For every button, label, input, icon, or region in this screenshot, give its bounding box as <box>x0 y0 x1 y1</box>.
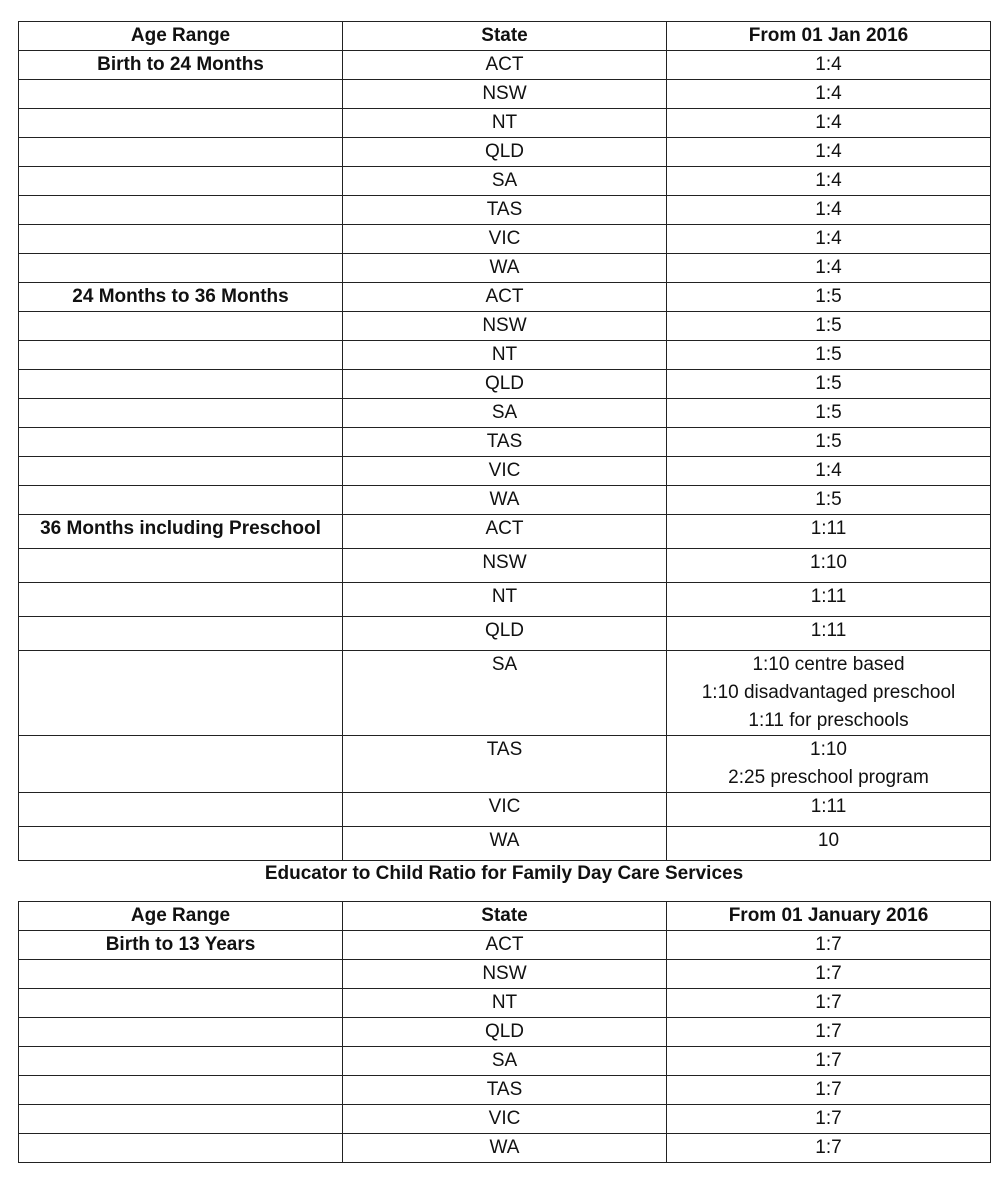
column-header-state: State <box>343 902 667 931</box>
age-range-cell: 36 Months including Preschool <box>19 515 343 549</box>
column-header-date: From 01 Jan 2016 <box>667 22 991 51</box>
ratio-cell <box>667 51 991 80</box>
ratio-cell <box>667 989 991 1018</box>
state-cell: QLD <box>343 1018 667 1047</box>
column-header-date: From 01 January 2016 <box>667 902 991 931</box>
ratio-line: 2:25 preschool program <box>728 767 929 788</box>
ratio-cell <box>667 1105 991 1134</box>
ratio-line: 1:4 <box>815 257 842 278</box>
table-row <box>19 515 991 549</box>
ratio-cell <box>667 736 991 793</box>
ratio-cell <box>667 1018 991 1047</box>
state-cell: SA <box>343 167 667 196</box>
ratio-cell <box>667 960 991 989</box>
ratio-cell <box>667 283 991 312</box>
table-row <box>19 428 991 457</box>
table-row <box>19 549 991 583</box>
age-range-cell <box>19 1105 343 1134</box>
ratio-cell <box>667 1047 991 1076</box>
table-row <box>19 283 991 312</box>
table-row <box>19 312 991 341</box>
ratio-line: 1:5 <box>815 373 842 394</box>
table-body <box>19 51 991 861</box>
ratio-line: 1:4 <box>815 199 842 220</box>
age-range-cell <box>19 341 343 370</box>
table-row <box>19 486 991 515</box>
table-row <box>19 1018 991 1047</box>
age-range-cell <box>19 549 343 583</box>
ratio-cell <box>667 515 991 549</box>
table-body <box>19 931 991 1163</box>
table-row <box>19 931 991 960</box>
ratio-cell <box>667 225 991 254</box>
ratio-line: 10 <box>817 830 840 851</box>
ratio-line: 1:10 <box>810 552 847 573</box>
ratio-line: 1:5 <box>815 286 842 307</box>
state-cell: NT <box>343 583 667 617</box>
ratio-line: 1:7 <box>815 1108 842 1129</box>
ratio-cell <box>667 617 991 651</box>
age-range-cell <box>19 428 343 457</box>
state-cell: SA <box>343 1047 667 1076</box>
ratio-line: 1:7 <box>815 992 842 1013</box>
table-row <box>19 80 991 109</box>
age-range-cell <box>19 736 343 793</box>
section-heading: Educator to Child Ratio for Family Day Care Services <box>264 863 744 884</box>
state-cell: TAS <box>343 196 667 225</box>
ratio-line: 1:4 <box>815 54 842 75</box>
table-row <box>19 254 991 283</box>
state-cell: SA <box>343 651 667 736</box>
age-range-cell <box>19 486 343 515</box>
age-range-cell <box>19 167 343 196</box>
ratio-cell <box>667 254 991 283</box>
table-row <box>19 1047 991 1076</box>
state-cell: ACT <box>343 51 667 80</box>
column-header-age-range: Age Range <box>19 22 343 51</box>
column-header-state: State <box>343 22 667 51</box>
table-row <box>19 583 991 617</box>
state-cell: NT <box>343 989 667 1018</box>
centre-based-ratio-table <box>18 21 991 861</box>
age-range-cell <box>19 457 343 486</box>
state-cell: VIC <box>343 457 667 486</box>
ratio-line: 1:10 disadvantaged preschool <box>701 682 956 703</box>
state-cell: NT <box>343 109 667 138</box>
ratio-cell <box>667 549 991 583</box>
state-cell: QLD <box>343 370 667 399</box>
ratio-line: 1:5 <box>815 402 842 423</box>
table-row <box>19 960 991 989</box>
ratio-line: 1:7 <box>815 963 842 984</box>
state-cell: WA <box>343 1134 667 1163</box>
state-cell: TAS <box>343 736 667 793</box>
ratio-line: 1:4 <box>815 141 842 162</box>
state-cell: WA <box>343 486 667 515</box>
age-range-cell: 24 Months to 36 Months <box>19 283 343 312</box>
ratio-line: 1:4 <box>815 170 842 191</box>
ratio-line: 1:4 <box>815 460 842 481</box>
table-row <box>19 225 991 254</box>
ratio-cell <box>667 167 991 196</box>
table-row <box>19 617 991 651</box>
table-row <box>19 651 991 736</box>
ratio-cell <box>667 428 991 457</box>
table-row <box>19 370 991 399</box>
state-cell: NSW <box>343 80 667 109</box>
family-day-care-ratio-table <box>18 901 991 1163</box>
age-range-cell <box>19 370 343 399</box>
age-range-cell <box>19 399 343 428</box>
state-cell: ACT <box>343 515 667 549</box>
table-header-row <box>19 902 991 931</box>
state-cell: ACT <box>343 931 667 960</box>
age-range-cell <box>19 827 343 861</box>
state-cell: VIC <box>343 1105 667 1134</box>
state-cell: NSW <box>343 549 667 583</box>
ratio-cell <box>667 109 991 138</box>
state-cell: SA <box>343 399 667 428</box>
age-range-cell <box>19 109 343 138</box>
ratio-cell <box>667 370 991 399</box>
table-row <box>19 196 991 225</box>
age-range-cell <box>19 196 343 225</box>
age-range-cell <box>19 651 343 736</box>
ratio-line: 1:7 <box>815 1137 842 1158</box>
ratio-cell <box>667 1134 991 1163</box>
ratio-line: 1:5 <box>815 344 842 365</box>
ratio-line: 1:10 centre based <box>752 654 905 675</box>
ratio-line: 1:5 <box>815 489 842 510</box>
ratio-cell <box>667 312 991 341</box>
age-range-cell <box>19 1047 343 1076</box>
table-row <box>19 109 991 138</box>
age-range-cell: Birth to 13 Years <box>19 931 343 960</box>
table-row <box>19 793 991 827</box>
ratio-line: 1:4 <box>815 228 842 249</box>
ratio-cell <box>667 651 991 736</box>
ratio-line: 1:10 <box>810 739 847 760</box>
table-row <box>19 399 991 428</box>
age-range-cell <box>19 80 343 109</box>
ratio-cell <box>667 1076 991 1105</box>
ratio-cell <box>667 80 991 109</box>
state-cell: NSW <box>343 960 667 989</box>
ratio-cell <box>667 196 991 225</box>
table-row <box>19 1076 991 1105</box>
ratio-line: 1:11 <box>810 586 847 607</box>
ratio-line: 1:7 <box>815 934 842 955</box>
ratio-cell <box>667 827 991 861</box>
age-range-cell <box>19 617 343 651</box>
column-header-age-range: Age Range <box>19 902 343 931</box>
ratio-cell <box>667 457 991 486</box>
ratio-line: 1:4 <box>815 83 842 104</box>
ratio-line: 1:7 <box>815 1050 842 1071</box>
table-row <box>19 457 991 486</box>
table-row <box>19 341 991 370</box>
state-cell: ACT <box>343 283 667 312</box>
ratio-line: 1:5 <box>815 431 842 452</box>
table-row <box>19 989 991 1018</box>
age-range-cell <box>19 225 343 254</box>
ratio-cell <box>667 793 991 827</box>
age-range-cell <box>19 793 343 827</box>
ratio-line: 1:11 <box>810 796 847 817</box>
age-range-cell <box>19 1134 343 1163</box>
state-cell: VIC <box>343 225 667 254</box>
table-row <box>19 51 991 80</box>
age-range-cell <box>19 312 343 341</box>
table-row <box>19 736 991 793</box>
table-row <box>19 1134 991 1163</box>
state-cell: QLD <box>343 617 667 651</box>
ratio-cell <box>667 486 991 515</box>
age-range-cell: Birth to 24 Months <box>19 51 343 80</box>
age-range-cell <box>19 138 343 167</box>
ratio-cell <box>667 138 991 167</box>
state-cell: TAS <box>343 1076 667 1105</box>
ratio-line: 1:11 <box>810 518 847 539</box>
ratio-line: 1:4 <box>815 112 842 133</box>
state-cell: NT <box>343 341 667 370</box>
ratio-line: 1:11 <box>810 620 847 641</box>
state-cell: WA <box>343 254 667 283</box>
state-cell: QLD <box>343 138 667 167</box>
table-row <box>19 138 991 167</box>
state-cell: NSW <box>343 312 667 341</box>
table-row <box>19 1105 991 1134</box>
age-range-cell <box>19 989 343 1018</box>
ratio-line: 1:11 for preschools <box>748 710 909 731</box>
age-range-cell <box>19 583 343 617</box>
ratio-cell <box>667 399 991 428</box>
ratio-cell <box>667 931 991 960</box>
age-range-cell <box>19 1018 343 1047</box>
state-cell: WA <box>343 827 667 861</box>
state-cell: TAS <box>343 428 667 457</box>
ratio-line: 1:7 <box>815 1079 842 1100</box>
ratio-cell <box>667 583 991 617</box>
age-range-cell <box>19 254 343 283</box>
table-row <box>19 167 991 196</box>
table-header-row <box>19 22 991 51</box>
ratio-line: 1:7 <box>815 1021 842 1042</box>
age-range-cell <box>19 960 343 989</box>
state-cell: VIC <box>343 793 667 827</box>
ratio-line: 1:5 <box>815 315 842 336</box>
table-row <box>19 827 991 861</box>
age-range-cell <box>19 1076 343 1105</box>
ratio-cell <box>667 341 991 370</box>
